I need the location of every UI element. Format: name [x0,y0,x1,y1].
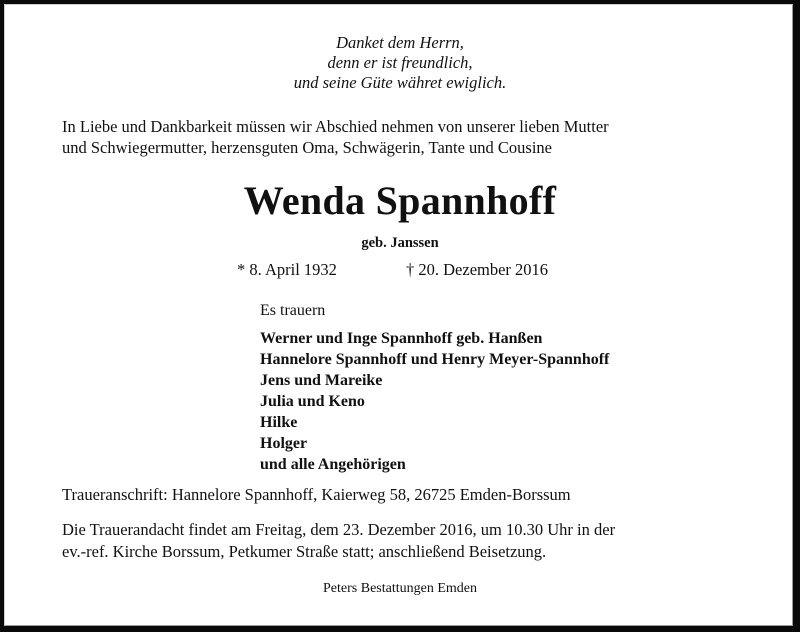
mourner-item: Julia und Keno [260,393,365,410]
mourning-address: Traueranschrift: Hannelore Spannhoff, Kaierweg 58, 26725 Emden-Borssum [62,485,571,504]
mourners-heading: Es trauern [260,302,326,319]
mourners-list [260,328,609,475]
mourner-item: Hilke [260,414,298,431]
intro-text [62,116,609,158]
service-line: ev.-ref. Kirche Borssum, Petkumer Straße statt; anschließend Beisetzung. [62,542,547,561]
mourner-item: und alle Angehörigen [260,456,406,473]
birth-date: * 8. April 1932 [237,260,337,279]
deceased-name: Wenda Spannhoff [243,178,557,223]
mourner-item: Hannelore Spannhoff und Henry Meyer-Spannhoff [260,351,610,368]
mourner-item: Holger [260,435,308,452]
verse-line: und seine Güte währet ewiglich. [293,73,507,92]
verse-line: denn er ist freundlich, [327,53,473,72]
mourner-item: Werner und Inge Spannhoff geb. Hanßen [260,330,543,347]
maiden-name: geb. Janssen [361,235,439,251]
intro-line: und Schwiegermutter, herzensguten Oma, Schwägerin, Tante und Cousine [62,138,553,157]
service-info [62,519,615,563]
bible-verse [0,33,800,93]
service-line: Die Trauerandacht findet am Freitag, dem 23. Dezember 2016, um 10.30 Uhr in der [62,520,616,539]
verse-line: Danket dem Herrn, [336,33,464,52]
funeral-home: Peters Bestattungen Emden [323,581,477,596]
death-date: † 20. Dezember 2016 [406,260,549,279]
intro-line: In Liebe und Dankbarkeit müssen wir Abschied nehmen von unserer lieben Mutter [62,117,609,136]
mourner-item: Jens und Mareike [260,372,383,389]
